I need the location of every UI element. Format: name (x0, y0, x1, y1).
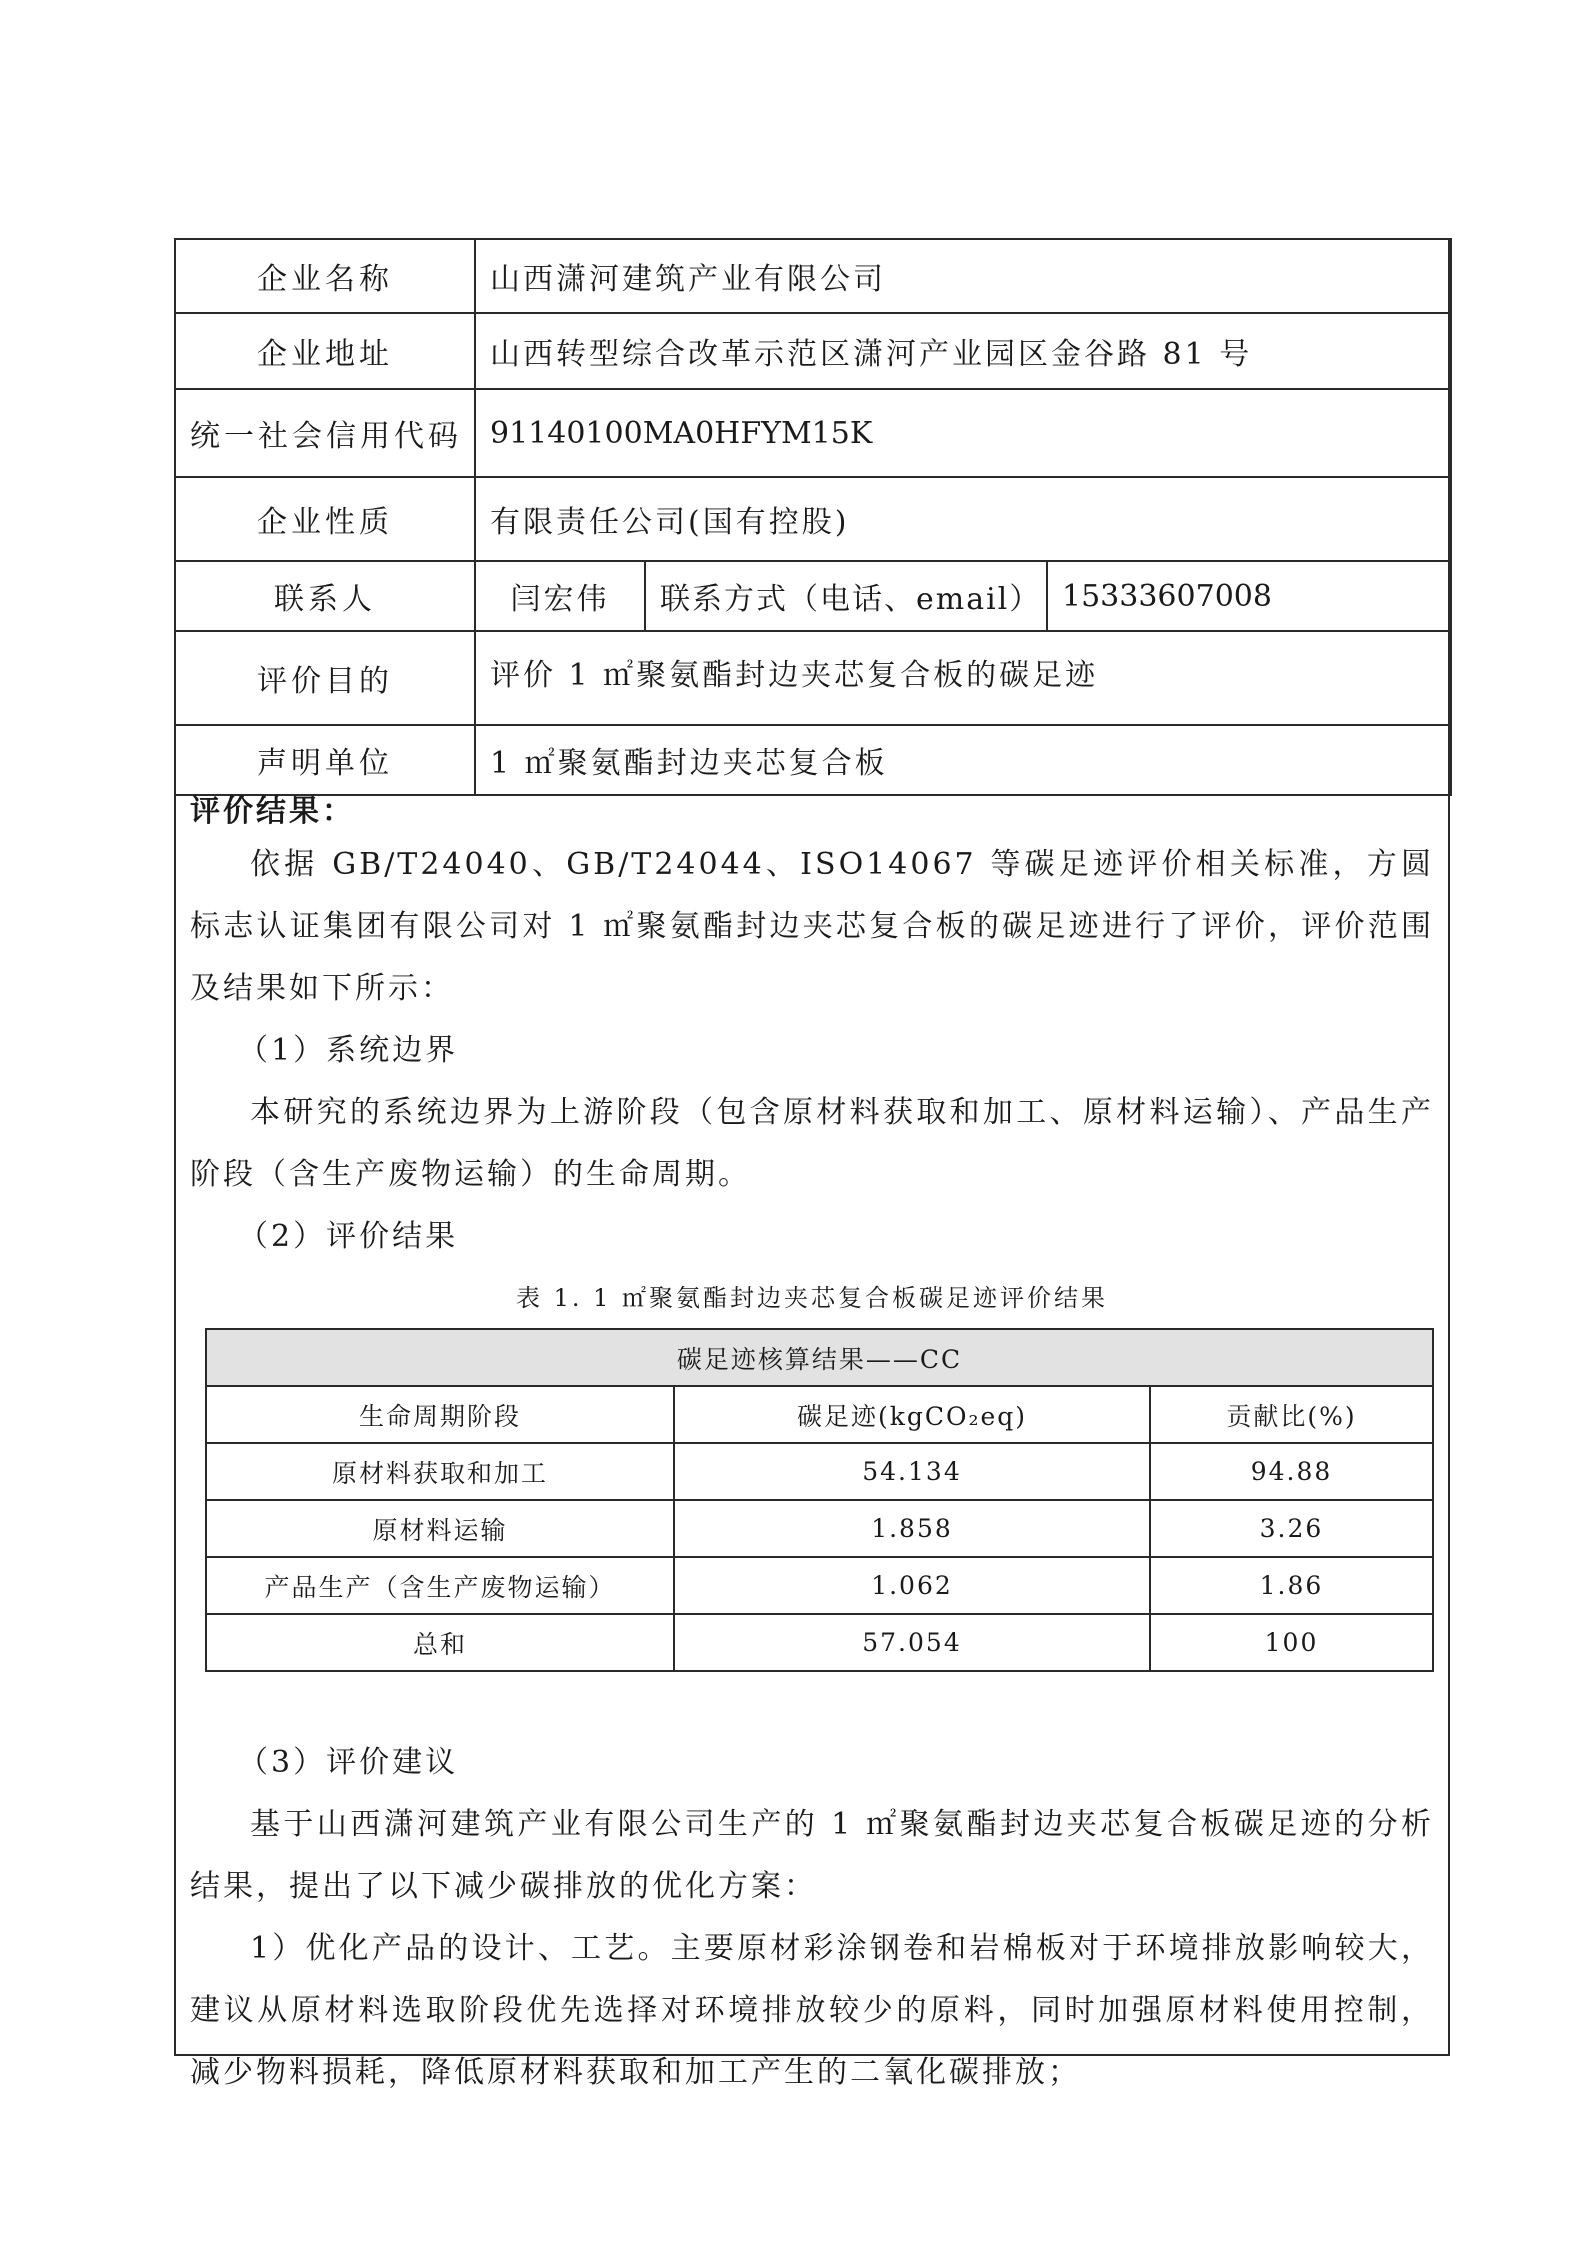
table-row (206, 1443, 1433, 1500)
ratio-cell: 100 (1150, 1614, 1433, 1671)
suggestion-paragraph: 基于山西潇河建筑产业有限公司生产的 1 ㎡聚氨酯封边夹芯复合板碳足迹的分析结果，提出了以下减少碳排放的优化方案： (190, 1807, 1434, 1904)
boundary-heading: （1）系统边界 (238, 1033, 459, 1068)
stage-cell: 原材料获取和加工 (206, 1443, 674, 1500)
ratio-cell: 1.86 (1150, 1557, 1433, 1614)
table-header-row (206, 1386, 1433, 1443)
purpose-row (175, 631, 1451, 725)
company-address-value: 山西转型综合改革示范区潇河产业园区金谷路 81 号 (475, 313, 1451, 389)
unit-value: 1 ㎡聚氨酯封边夹芯复合板 (475, 725, 1451, 795)
suggestion-item-1: 1）优化产品的设计、工艺。主要原材彩涂钢卷和岩棉板对于环境排放影响较大，建议从原材料选取阶段优先选择对环境排放较少的原料，同时加强原材料使用控制，减少物料损耗，降低原材料获取和加工产生的二氧化碳排放； (190, 1931, 1434, 2090)
suggestion-heading: （3）评价建议 (238, 1745, 459, 1780)
column-header: 生命周期阶段 (206, 1386, 674, 1443)
contact-row (175, 561, 1451, 631)
table-row (206, 1614, 1433, 1671)
table-row (206, 1500, 1433, 1557)
purpose-label: 评价目的 (175, 631, 475, 725)
ratio-cell: 3.26 (1150, 1500, 1433, 1557)
contact-label: 联系人 (175, 561, 475, 631)
footprint-cell: 1.062 (674, 1557, 1150, 1614)
table-title: 碳足迹核算结果——CC (206, 1329, 1433, 1386)
boundary-paragraph: 本研究的系统边界为上游阶段（包含原材料获取和加工、原材料运输）、产品生产阶段（含生产废物运输）的生命周期。 (190, 1095, 1434, 1192)
unit-row (175, 725, 1451, 795)
contact-phone: 15333607008 (1047, 561, 1451, 631)
credit-code-row (175, 389, 1451, 477)
result-heading: （2）评价结果 (238, 1219, 459, 1254)
stage-cell: 产品生产（含生产废物运输） (206, 1557, 674, 1614)
intro-paragraph: 依据 GB/T24040、GB/T24044、ISO14067 等碳足迹评价相关标准，方圆标志认证集团有限公司对 1 ㎡聚氨酯封边夹芯复合板的碳足迹进行了评价，评价范围及结果如下所示： (190, 847, 1434, 1006)
company-name-row (175, 239, 1451, 313)
column-header: 贡献比(%) (1150, 1386, 1433, 1443)
table-row (206, 1557, 1433, 1614)
ratio-cell: 94.88 (1150, 1443, 1433, 1500)
company-nature-label: 企业性质 (175, 477, 475, 561)
unit-label: 声明单位 (175, 725, 475, 795)
company-nature-row (175, 477, 1451, 561)
credit-code-label: 统一社会信用代码 (175, 389, 475, 477)
footprint-cell: 1.858 (674, 1500, 1150, 1557)
column-header: 碳足迹(kgCO₂eq) (674, 1386, 1150, 1443)
stage-cell: 原材料运输 (206, 1500, 674, 1557)
footprint-cell: 57.054 (674, 1614, 1150, 1671)
company-address-row (175, 313, 1451, 389)
stage-cell: 总和 (206, 1614, 674, 1671)
results-section (174, 790, 1450, 2104)
table-caption: 表 1. 1 ㎡聚氨酯封边夹芯复合板碳足迹评价结果 (515, 1284, 1109, 1312)
carbon-footprint-table (205, 1328, 1434, 1672)
credit-code-value: 91140100MA0HFYM15K (475, 389, 1451, 477)
table-title-row (206, 1329, 1433, 1386)
company-name-label: 企业名称 (175, 239, 475, 313)
contact-name: 闫宏伟 (475, 561, 645, 631)
company-address-label: 企业地址 (175, 313, 475, 389)
results-section-title: 评价结果： (190, 794, 355, 829)
company-info-table (174, 238, 1452, 796)
contact-method-label: 联系方式（电话、email） (645, 561, 1047, 631)
company-name-value: 山西潇河建筑产业有限公司 (475, 239, 1451, 313)
purpose-value: 评价 1 ㎡聚氨酯封边夹芯复合板的碳足迹 (475, 631, 1451, 725)
company-nature-value: 有限责任公司(国有控股) (475, 477, 1451, 561)
footprint-cell: 54.134 (674, 1443, 1150, 1500)
